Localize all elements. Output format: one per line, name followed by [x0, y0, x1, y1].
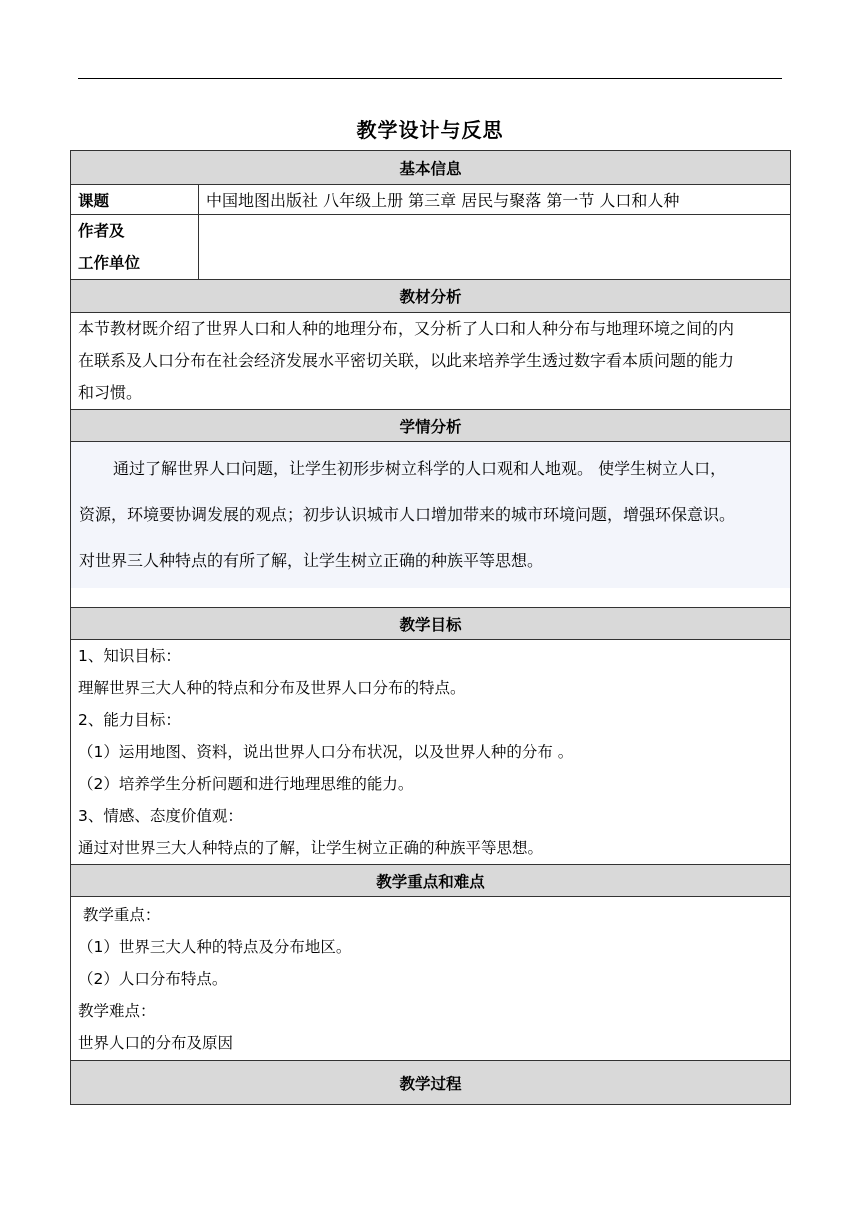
lesson-plan-table [70, 150, 791, 1105]
author-value [199, 215, 791, 280]
header-rule [78, 78, 782, 79]
author-label-line: 作者及 [78, 222, 125, 240]
teaching-goals-list [71, 640, 791, 865]
list-item: 世界人口的分布及原因 [78, 1033, 234, 1052]
paragraph-line: 本节教材既介绍了世界人口和人种的地理分布，又分析了人口和人种分布与地理环境之间的内 [78, 319, 735, 338]
list-item: 教学难点： [78, 1001, 156, 1020]
topic-label: 课题 [71, 185, 199, 215]
list-item: （1）运用地图、资料，说出世界人口分布状况，以及世界人种的分布 。 [78, 743, 574, 761]
paragraph-line: 和习惯。 [78, 383, 143, 402]
topic-value: 中国地图出版社 八年级上册 第三章 居民与聚落 第一节 人口和人种 [199, 185, 791, 215]
document-title: 教学设计与反思 [356, 118, 504, 142]
paragraph-line: 通过了解世界人口问题，让学生初形步树立科学的人口观和人地观。 使学生树立人口， [113, 459, 727, 478]
section-basic-info: 基本信息 [71, 151, 791, 185]
paragraph-line: 资源，环境要协调发展的观点；初步认识城市人口增加带来的城市环境问题，增强环保意识。 [79, 505, 736, 524]
list-item: 理解世界三大人种的特点和分布及世界人口分布的特点。 [78, 679, 466, 697]
section-learner-analysis: 学情分析 [71, 410, 791, 442]
list-item: 教学重点： [78, 905, 161, 924]
list-item: 1、知识目标： [78, 647, 181, 665]
list-item: （2）培养学生分析问题和进行地理思维的能力。 [78, 775, 414, 793]
section-teaching-goals: 教学目标 [71, 608, 791, 640]
learner-analysis-box [71, 442, 790, 588]
list-item: 2、能力目标： [78, 711, 181, 729]
material-analysis-text [71, 313, 791, 410]
paragraph-line: 在联系及人口分布在社会经济发展水平密切关联，以此来培养学生透过数字看本质问题的能力 [78, 351, 735, 370]
list-item: 通过对世界三大人种特点的了解，让学生树立正确的种族平等思想。 [78, 839, 544, 857]
section-key-points: 教学重点和难点 [71, 865, 791, 897]
key-points-list [71, 897, 791, 1061]
author-label [71, 215, 199, 280]
section-material-analysis: 教材分析 [71, 280, 791, 313]
section-teaching-process: 教学过程 [71, 1061, 791, 1105]
list-item: （2）人口分布特点。 [78, 969, 228, 988]
author-label-line: 工作单位 [78, 254, 141, 272]
learner-analysis-text [71, 442, 791, 608]
list-item: 3、情感、态度价值观： [78, 807, 243, 825]
paragraph-line: 对世界三人种特点的有所了解，让学生树立正确的种族平等思想。 [79, 551, 544, 570]
list-item: （1）世界三大人种的特点及分布地区。 [78, 937, 352, 956]
